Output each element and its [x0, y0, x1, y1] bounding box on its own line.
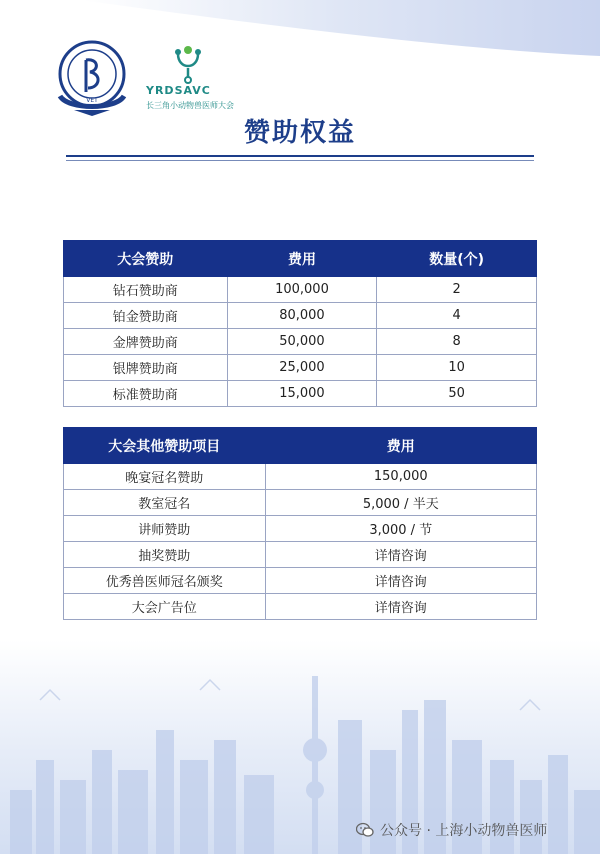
- table-row: [64, 594, 537, 620]
- table-cell: 150,000: [265, 464, 536, 490]
- other-sponsorship-table: [63, 427, 537, 620]
- watermark: [356, 820, 547, 840]
- table-row: [64, 464, 537, 490]
- table-cell: 优秀兽医师冠名颁奖: [64, 568, 266, 594]
- table-cell: 25,000: [227, 355, 377, 381]
- table-cell: 80,000: [227, 303, 377, 329]
- table-cell: 晚宴冠名赞助: [64, 464, 266, 490]
- seal-text: VET: [86, 97, 98, 104]
- wechat-icon: [356, 822, 374, 838]
- table-header-row: [64, 428, 537, 464]
- table-cell: 钻石赞助商: [64, 277, 228, 303]
- logo-brand-text: YRDSAVC: [146, 84, 211, 97]
- column-header: 大会赞助: [64, 241, 228, 277]
- watermark-text: 公众号 · 上海小动物兽医师: [380, 823, 548, 839]
- table-cell: 8: [377, 329, 537, 355]
- table-cell: 5,000 / 半天: [265, 490, 536, 516]
- sponsorship-tiers-table: [63, 240, 537, 407]
- table-cell: 详情咨询: [265, 594, 536, 620]
- column-header: 费用: [265, 428, 536, 464]
- table-cell: 详情咨询: [265, 568, 536, 594]
- table-cell: 100,000: [227, 277, 377, 303]
- table-cell: 2: [377, 277, 537, 303]
- table-row: [64, 329, 537, 355]
- table-cell: 10: [377, 355, 537, 381]
- association-seal-logo: [48, 36, 136, 120]
- table-row: [64, 542, 537, 568]
- table-row: [64, 516, 537, 542]
- table-cell: 详情咨询: [265, 542, 536, 568]
- table-cell: 50: [377, 381, 537, 407]
- table-cell: 标准赞助商: [64, 381, 228, 407]
- table-row: [64, 381, 537, 407]
- table-cell: 抽奖赞助: [64, 542, 266, 568]
- title-divider: [66, 155, 534, 157]
- yrdsavc-logo: [140, 44, 240, 112]
- table-cell: 讲师赞助: [64, 516, 266, 542]
- table-row: [64, 277, 537, 303]
- table-header-row: [64, 241, 537, 277]
- table-cell: 银牌赞助商: [64, 355, 228, 381]
- column-header: 费用: [227, 241, 377, 277]
- table-cell: 教室冠名: [64, 490, 266, 516]
- table-row: [64, 303, 537, 329]
- table-cell: 3,000 / 节: [265, 516, 536, 542]
- table-cell: 大会广告位: [64, 594, 266, 620]
- title-divider-thin: [66, 160, 534, 161]
- page-title: 赞助权益: [243, 118, 356, 148]
- table-cell: 50,000: [227, 329, 377, 355]
- table-cell: 15,000: [227, 381, 377, 407]
- table-row: [64, 490, 537, 516]
- table-row: [64, 355, 537, 381]
- table-cell: 4: [377, 303, 537, 329]
- column-header: 大会其他赞助项目: [64, 428, 266, 464]
- table-cell: 金牌赞助商: [64, 329, 228, 355]
- column-header: 数量(个): [377, 241, 537, 277]
- table-cell: 铂金赞助商: [64, 303, 228, 329]
- logo-subtitle-text: 长三角小动物兽医师大会: [146, 101, 234, 110]
- table-row: [64, 568, 537, 594]
